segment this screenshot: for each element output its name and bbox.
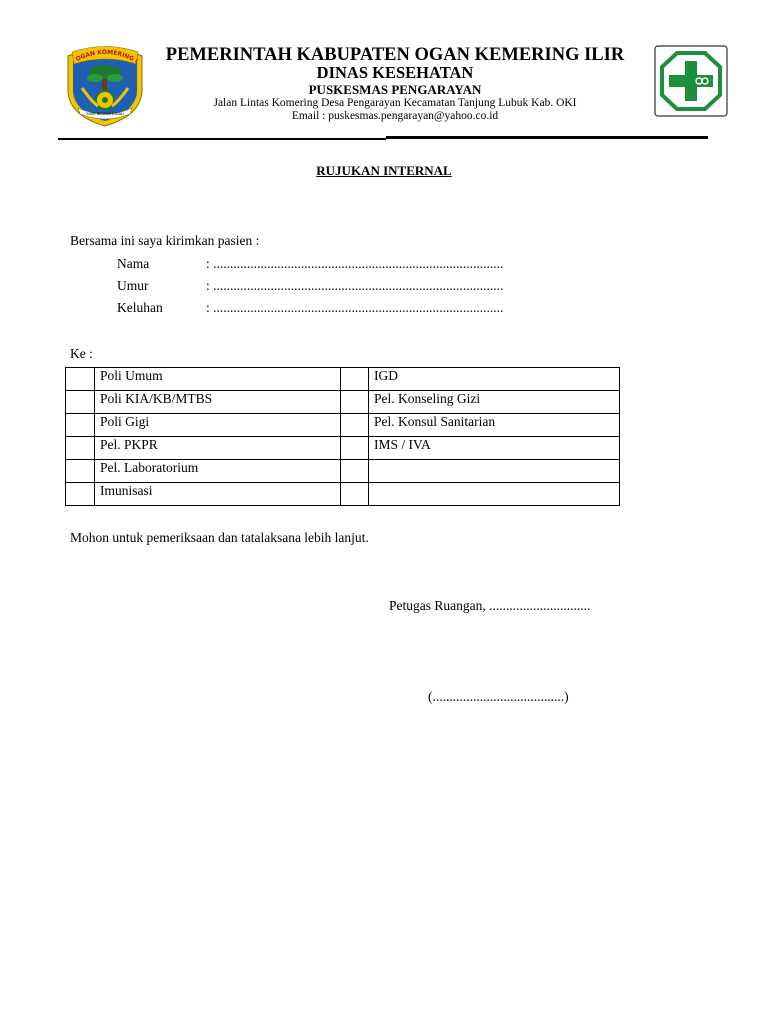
closing-text: Mohon untuk pemeriksaan dan tatalaksana lebih lanjut. — [70, 530, 369, 545]
header-puskesmas: PUSKESMAS PENGARAYAN — [308, 82, 482, 97]
dest-laboratorium: Pel. Laboratorium — [95, 460, 341, 483]
crest-arc-text: OGAN KOMERING I — [74, 48, 139, 65]
crest-motto: BUMI BEGAWI JUDAH — [86, 112, 124, 116]
header-divider-thin — [58, 138, 386, 140]
checkbox-poli-kia[interactable] — [66, 391, 95, 414]
header-email: Email : puskesmas.pengarayan@yahoo.co.id — [291, 110, 499, 122]
table-row — [66, 460, 620, 483]
dest-igd: IGD — [369, 368, 620, 391]
ke-label: Ke : — [70, 346, 93, 361]
checkbox-poli-umum[interactable] — [66, 368, 95, 391]
dest-ims-iva: IMS / IVA — [369, 437, 620, 460]
table-row — [66, 483, 620, 506]
header-department: DINAS KESEHATAN — [316, 63, 474, 82]
field-value-umur[interactable]: : ...................................................................................... — [206, 278, 504, 293]
dest-poli-gigi: Poli Gigi — [95, 414, 341, 437]
field-label-nama: Nama — [117, 256, 150, 271]
field-label-umur: Umur — [117, 278, 149, 293]
checkbox-pkpr[interactable] — [66, 437, 95, 460]
officer-signature-line[interactable]: Petugas Ruangan, .............................. — [389, 598, 591, 613]
header-divider-thick — [386, 136, 708, 139]
header-address: Jalan Lintas Komering Desa Pengarayan Kecamatan Tanjung Lubuk Kab. OKI — [213, 97, 577, 109]
checkbox-laboratorium[interactable] — [66, 460, 95, 483]
dest-konsul-sanitarian: Pel. Konsul Sanitarian — [369, 414, 620, 437]
table-row — [66, 414, 620, 437]
table-row — [66, 368, 620, 391]
puskesmas-logo — [654, 45, 728, 117]
checkbox-imunisasi[interactable] — [66, 483, 95, 506]
field-label-keluhan: Keluhan — [117, 300, 163, 315]
dest-empty-1 — [369, 460, 620, 483]
destination-table — [65, 367, 620, 506]
checkbox-empty-2[interactable] — [341, 483, 369, 506]
checkbox-empty-1[interactable] — [341, 460, 369, 483]
field-value-keluhan[interactable]: : ...................................................................................... — [206, 300, 504, 315]
dest-empty-2 — [369, 483, 620, 506]
checkbox-ims-iva[interactable] — [341, 437, 369, 460]
checkbox-konsul-sanitarian[interactable] — [341, 414, 369, 437]
document-title: RUJUKAN INTERNAL — [316, 163, 452, 178]
puskesmas-cross-icon — [654, 45, 728, 117]
checkbox-konseling-gizi[interactable] — [341, 391, 369, 414]
dest-imunisasi: Imunisasi — [95, 483, 341, 506]
table-row — [66, 391, 620, 414]
checkbox-igd[interactable] — [341, 368, 369, 391]
dest-poli-umum: Poli Umum — [95, 368, 341, 391]
dest-konseling-gizi: Pel. Konseling Gizi — [369, 391, 620, 414]
dest-poli-kia: Poli KIA/KB/MTBS — [95, 391, 341, 414]
intro-text: Bersama ini saya kirimkan pasien : — [70, 233, 260, 248]
officer-name-line[interactable]: (.......................................) — [428, 689, 569, 704]
dest-pkpr: Pel. PKPR — [95, 437, 341, 460]
header-government: PEMERINTAH KABUPATEN OGAN KEMERING ILIR — [165, 45, 625, 65]
checkbox-poli-gigi[interactable] — [66, 414, 95, 437]
field-value-nama[interactable]: : ...................................................................................... — [206, 256, 504, 271]
district-crest-logo — [62, 42, 148, 128]
table-row — [66, 437, 620, 460]
